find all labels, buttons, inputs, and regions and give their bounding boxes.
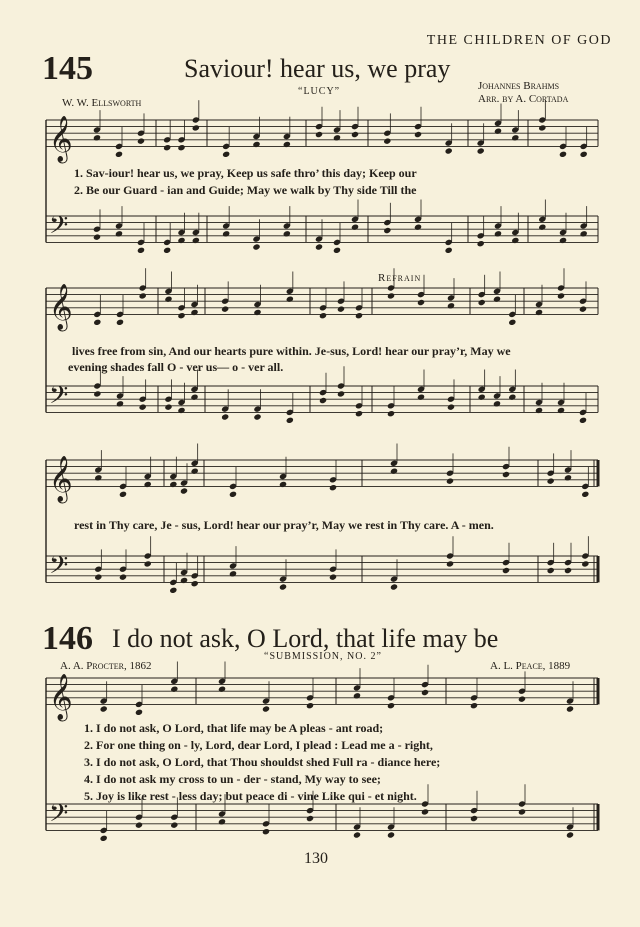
notehead: [191, 468, 199, 475]
notehead: [191, 580, 199, 587]
notehead: [222, 151, 230, 158]
notehead: [229, 570, 237, 577]
notehead: [93, 390, 101, 397]
notehead: [579, 306, 587, 313]
treble-clef-icon: 𝄞: [49, 116, 73, 162]
notehead: [387, 831, 395, 838]
notehead: [446, 560, 454, 567]
notehead: [337, 390, 345, 397]
notehead: [494, 128, 502, 135]
notehead: [286, 296, 294, 303]
notehead: [390, 468, 398, 475]
notehead: [470, 702, 478, 709]
notehead: [252, 141, 260, 148]
notehead: [414, 131, 422, 138]
notehead: [180, 577, 188, 584]
notehead: [470, 815, 478, 822]
notehead: [390, 583, 398, 590]
notehead: [511, 237, 519, 244]
notehead: [447, 302, 455, 309]
notehead: [93, 319, 101, 326]
notehead: [177, 312, 185, 319]
notehead: [190, 309, 198, 316]
notehead: [581, 491, 589, 498]
notehead: [222, 230, 230, 237]
notehead: [190, 394, 198, 401]
notehead: [192, 237, 200, 244]
notehead: [387, 410, 395, 417]
notehead: [170, 686, 178, 693]
notehead: [93, 134, 101, 141]
notehead: [494, 230, 502, 237]
notehead: [557, 407, 565, 414]
notehead: [535, 407, 543, 414]
bass-clef-icon: 𝄢: [49, 551, 69, 586]
notehead: [511, 134, 519, 141]
notehead: [478, 394, 486, 401]
hymn-number: 146: [42, 620, 93, 657]
notehead: [100, 835, 108, 842]
notehead: [508, 394, 516, 401]
notehead: [447, 404, 455, 411]
notehead: [253, 309, 261, 316]
notehead: [164, 296, 172, 303]
notehead: [417, 394, 425, 401]
author-credit: A. A. Procter, 1862: [60, 660, 152, 672]
notehead: [566, 831, 574, 838]
notehead: [559, 151, 567, 158]
notehead: [262, 828, 270, 835]
notehead: [139, 292, 147, 299]
notehead: [557, 292, 565, 299]
notehead: [119, 574, 127, 581]
lyric-line: evening shades fall O - ver us— o - ver all.: [68, 360, 284, 374]
lyric-line: lives free from sin, And our hearts pure within. Je-sus, Lord! hear our pray’r, May we: [72, 344, 511, 358]
treble-clef-icon: 𝄞: [49, 284, 73, 330]
notehead: [163, 144, 171, 151]
notehead: [518, 808, 526, 815]
notehead: [319, 397, 327, 404]
notehead: [100, 705, 108, 712]
notehead: [502, 471, 510, 478]
notehead: [547, 567, 555, 574]
lyric-line: 3. I do not ask, O Lord, that Thou shouldst shed Full ra - diance here;: [84, 755, 441, 769]
notehead: [218, 818, 226, 825]
notehead: [445, 247, 453, 254]
tune-name: “SUBMISSION, NO. 2”: [264, 651, 382, 662]
notehead: [177, 237, 185, 244]
composer-credit: A. L. Peace, 1889: [490, 660, 571, 672]
composer-credit: Johannes Brahms: [478, 80, 560, 92]
notehead: [306, 702, 314, 709]
notehead: [581, 560, 589, 567]
notehead: [493, 296, 501, 303]
notehead: [446, 478, 454, 485]
notehead: [279, 583, 287, 590]
author-credit: W. W. Ellsworth: [62, 97, 142, 109]
notehead: [445, 147, 453, 154]
notehead: [580, 151, 588, 158]
notehead: [116, 400, 124, 407]
treble-clef-icon: 𝄞: [49, 674, 73, 720]
arranger-credit: Arr. by A. Cortada: [478, 93, 569, 105]
notehead: [387, 292, 395, 299]
notehead: [478, 299, 486, 306]
notehead: [538, 124, 546, 131]
notehead: [518, 696, 526, 703]
notehead: [315, 243, 323, 250]
refrain-label: Refrain: [378, 272, 422, 284]
notehead: [306, 815, 314, 822]
hymn-title: I do not ask, O Lord, that life may be: [112, 624, 499, 653]
notehead: [137, 247, 145, 254]
notehead: [580, 230, 588, 237]
notehead: [383, 138, 391, 145]
notehead: [115, 151, 123, 158]
notehead: [315, 131, 323, 138]
page-number: 130: [304, 850, 328, 867]
notehead: [139, 404, 147, 411]
notehead: [137, 138, 145, 145]
notehead: [135, 822, 143, 829]
bass-clef-icon: 𝄢: [49, 381, 69, 416]
notehead: [417, 299, 425, 306]
notehead: [221, 413, 229, 420]
notehead: [283, 230, 291, 237]
notehead: [387, 702, 395, 709]
notehead: [547, 478, 555, 485]
notehead: [116, 319, 124, 326]
notehead: [579, 417, 587, 424]
notehead: [351, 224, 359, 231]
notehead: [170, 822, 178, 829]
notehead: [119, 491, 127, 498]
notehead: [493, 400, 501, 407]
notehead: [477, 240, 485, 247]
lyric-line: 5. Joy is like rest - less day; but peace di - vine Like qui - et night.: [84, 789, 417, 803]
notehead: [535, 309, 543, 316]
notehead: [355, 312, 363, 319]
notehead: [262, 705, 270, 712]
notehead: [559, 237, 567, 244]
notehead: [414, 224, 422, 231]
notehead: [252, 243, 260, 250]
notehead: [333, 134, 341, 141]
notehead: [508, 319, 516, 326]
notehead: [221, 306, 229, 313]
notehead: [283, 141, 291, 148]
notehead: [169, 587, 177, 594]
notehead: [94, 474, 102, 481]
notehead: [279, 481, 287, 488]
notehead: [144, 560, 152, 567]
notehead: [177, 407, 185, 414]
hymn-title: Saviour! hear us, we pray: [184, 54, 451, 83]
lyric-line: 2. For one thing on - ly, Lord, dear Lord, I plead : Lead me a - right,: [84, 738, 433, 752]
lyric-line: 2. Be our Guard - ian and Guide; May we walk by Thy side Till the: [74, 183, 417, 197]
notehead: [329, 574, 337, 581]
notehead: [169, 481, 177, 488]
notehead: [94, 574, 102, 581]
treble-clef-icon: 𝄞: [49, 456, 73, 502]
notehead: [93, 234, 101, 241]
lyric-line: 1. I do not ask, O Lord, that life may be A pleas - ant road;: [84, 721, 384, 735]
notehead: [564, 567, 572, 574]
tune-name: “LUCY”: [298, 86, 341, 97]
notehead: [502, 567, 510, 574]
notehead: [115, 230, 123, 237]
notehead: [180, 487, 188, 494]
notehead: [353, 692, 361, 699]
hymn-number: 145: [42, 50, 93, 87]
lyric-line: rest in Thy care, Je - sus, Lord! hear our pray’r, May we rest in Thy care. A - men.: [74, 518, 494, 532]
notehead: [144, 481, 152, 488]
notehead: [421, 808, 429, 815]
notehead: [538, 224, 546, 231]
notehead: [163, 247, 171, 254]
notehead: [566, 705, 574, 712]
notehead: [421, 689, 429, 696]
notehead: [353, 831, 361, 838]
notehead: [229, 491, 237, 498]
notehead: [192, 124, 200, 131]
notehead: [329, 484, 337, 491]
notehead: [355, 410, 363, 417]
notehead: [177, 144, 185, 151]
notehead: [383, 227, 391, 234]
notehead: [253, 413, 261, 420]
notehead: [351, 131, 359, 138]
lyric-line: 4. I do not ask my cross to un - der - stand, My way to see;: [84, 772, 381, 786]
lyric-line: 1. Sav-iour! hear us, we pray, Keep us safe thro’ this day; Keep our: [74, 166, 417, 180]
notehead: [135, 709, 143, 716]
notehead: [477, 147, 485, 154]
bass-clef-icon: 𝄢: [49, 211, 69, 246]
notehead: [337, 306, 345, 313]
bass-clef-icon: 𝄢: [49, 799, 69, 834]
notehead: [164, 404, 172, 411]
notehead: [333, 247, 341, 254]
notehead: [286, 417, 294, 424]
notehead: [564, 474, 572, 481]
page-header: THE CHILDREN OF GOD: [426, 33, 612, 48]
notehead: [218, 686, 226, 693]
notehead: [319, 312, 327, 319]
